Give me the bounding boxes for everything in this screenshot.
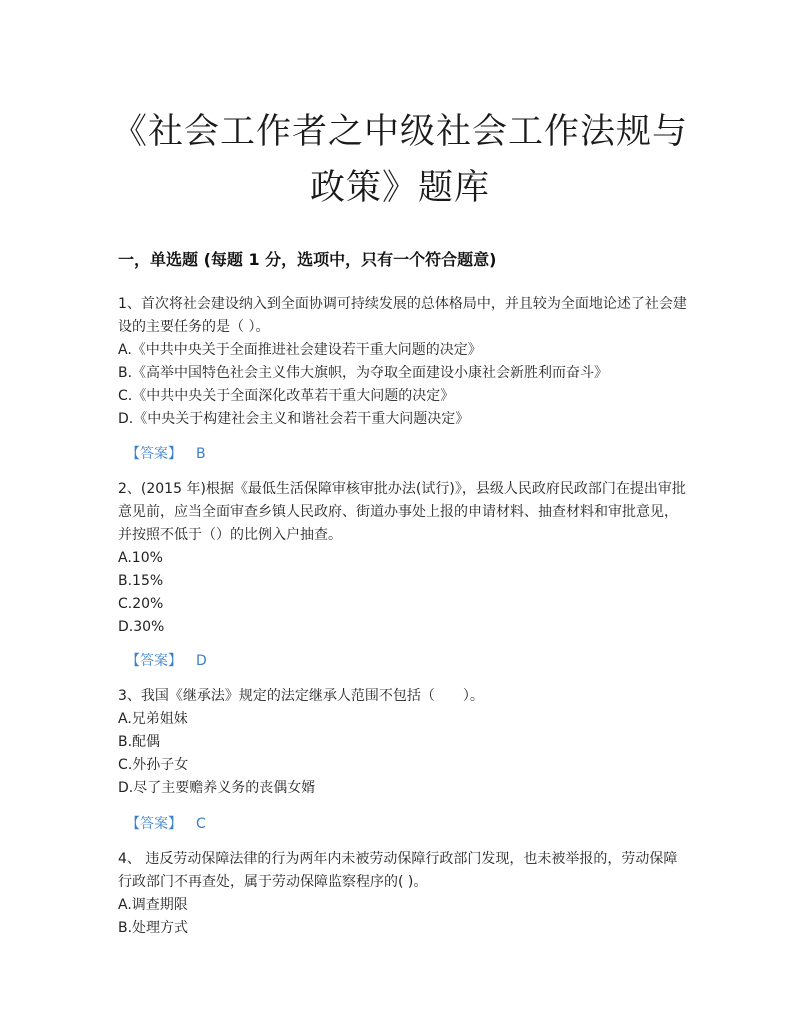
answer-3: [126, 813, 206, 833]
answer-1: [126, 443, 206, 463]
question-stem: 1、首次将社会建设纳入到全面协调可持续发展的总体格局中，并且较为全面地论述了社会建设的主要任务的是（ ）。: [118, 296, 687, 335]
option-b: B.配偶: [118, 734, 161, 750]
title-line-2: 政策》题库: [309, 168, 490, 208]
answer-2: [126, 650, 207, 670]
answer-label: 【答案】: [126, 816, 182, 832]
option-c: C.《中共中央关于全面深化改革若干重大问题的决定》: [118, 388, 455, 404]
question-stem: 4、 违反劳动保障法律的行为两年内未被劳动保障行政部门发现，也未被举报的，劳动保障行政部门不再查处，属于劳动保障监察程序的( )。: [118, 851, 678, 890]
section-heading: 一，单选题 (每题 1 分，选项中，只有一个符合题意): [118, 250, 497, 269]
question-stem: 3、我国《继承法》规定的法定继承人范围不包括（ ）。: [118, 688, 484, 704]
option-d: D.30%: [118, 619, 165, 635]
option-d: D.《中央关于构建社会主义和谐社会若干重大问题决定》: [118, 411, 470, 427]
title-line-1: 《社会工作者之中级社会工作法规与: [111, 112, 688, 152]
question-2: [118, 478, 688, 639]
answer-value: D: [196, 653, 207, 669]
question-3: [118, 685, 688, 800]
answer-label: 【答案】: [126, 446, 182, 462]
option-b: B.处理方式: [118, 920, 189, 936]
answer-value: C: [196, 816, 206, 832]
document-title: [100, 104, 700, 216]
option-a: A.兄弟姐妹: [118, 711, 188, 727]
question-stem: 2、(2015 年)根据《最低生活保障审核审批办法(试行)》，县级人民政府民政部门在提出审批意见前，应当全面审查乡镇人民政府、街道办事处上报的申请材料、抽查材料和审批意见，并按照不低于（）的比例入户抽查。: [118, 481, 686, 543]
answer-value: B: [196, 446, 206, 462]
question-1: [118, 293, 688, 431]
option-a: A.调查期限: [118, 897, 188, 913]
option-a: A.《中共中央关于全面推进社会建设若干重大问题的决定》: [118, 342, 482, 358]
option-c: C.20%: [118, 596, 164, 612]
question-4: [118, 848, 688, 940]
option-c: C.外孙子女: [118, 757, 189, 773]
answer-label: 【答案】: [126, 653, 182, 669]
option-b: B.《高举中国特色社会主义伟大旗帜，为夺取全面建设小康社会新胜利而奋斗》: [118, 365, 609, 381]
option-d: D.尽了主要赡养义务的丧偶女婿: [118, 780, 316, 796]
option-b: B.15%: [118, 573, 164, 589]
option-a: A.10%: [118, 550, 163, 566]
